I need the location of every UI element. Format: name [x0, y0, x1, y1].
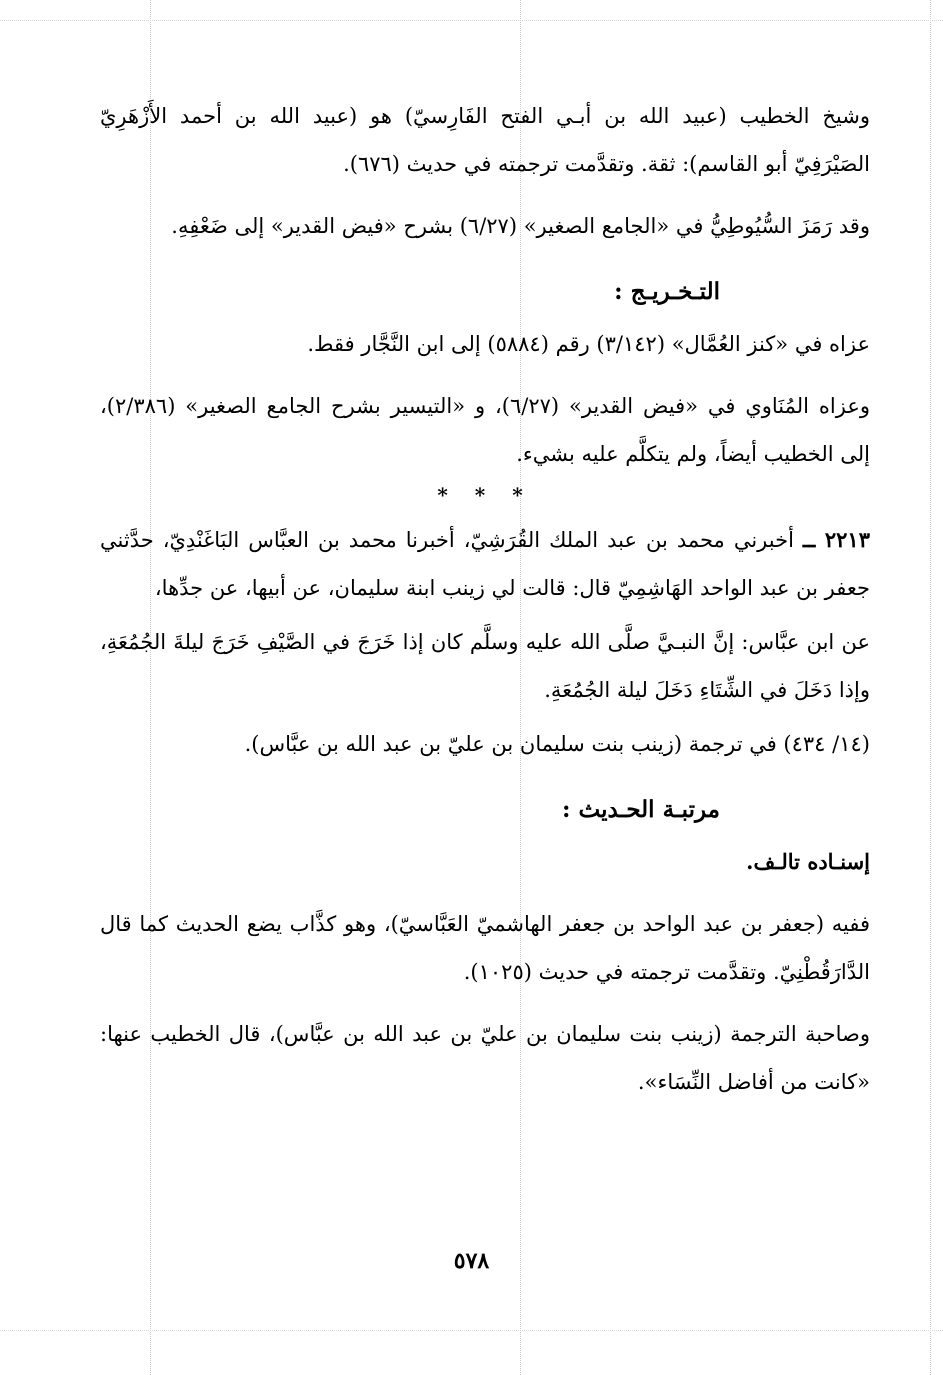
martaba-verdict: إسنـاده تالـف. — [746, 849, 870, 874]
martaba-paragraph-jafar: ففيه (جعفر بن عبد الواحد بن جعفر الهاشميّ العَبَّاسيّ)، وهو كذَّاب يضع الحديث كما قال الدَّارَقُطْنِيّ. وتقدَّمت ترجمته في حديث (١٠٢٥). — [100, 912, 870, 984]
takhrij-paragraph-kanz: عزاه في «كنز العُمَّال» (٣/١٤٢) رقم (٥٨٨٤) إلى ابن النَّجَّار فقط. — [307, 332, 870, 356]
page-number: ٥٧٨ — [453, 1248, 490, 1274]
scan-guide-line — [0, 20, 943, 21]
page-body — [100, 92, 870, 1120]
paragraph-suyuti: وقد رَمَزَ السُّيُوطِيُّ في «الجامع الصغير» (٦/٢٧) بشرح «فيض القدير» إلى ضَعْفِهِ. — [171, 214, 870, 238]
hadith-matn: عن ابن عبَّاس: إنَّ النبـيَّ صلَّى الله عليه وسلَّم كان إذا خَرَجَ في الصَّيْفِ خَرَجَ ليلةَ الجُمُعَةِ، وإذا دَخَلَ في الشِّتَاءِ دَخَلَ ليلة الجُمُعَةِ. — [100, 630, 870, 702]
hadith-isnad — [100, 516, 870, 612]
takhrij-paragraph-munawi: وعزاه المُنَاوي في «فيض القدير» (٦/٢٧)، و «التيسير بشرح الجامع الصغير» (٢/٣٨٦)، إلى الخطيب أيضاً، ولم يتكلَّم عليه بشيء. — [100, 394, 870, 466]
paragraph-sheikh: وشيخ الخطيب (عبيد الله بن أبـي الفتح الفَارِسيّ) هو (عبيد الله بن أحمد الأَزْهَرِيّ الصَيْرَفِيّ أبو القاسم): ثقة. وتقدَّمت ترجمته في حديث (٦٧٦). — [100, 104, 870, 176]
hadith-number: ٢٢١٣ ــ — [802, 527, 870, 552]
martaba-heading: مرتبـة الحـديث : — [562, 796, 720, 823]
scan-guide-line — [930, 0, 931, 1375]
takhrij-heading: التـخـريـج : — [614, 278, 720, 305]
martaba-paragraph-zaynab: وصاحبة الترجمة (زينب بنت سليمان بن عليّ بن عبد الله بن عبَّاس)، قال الخطيب عنها: «كانت من أفاضل النِّسَاء». — [100, 1022, 870, 1094]
hadith-reference: (١٤/ ٤٣٤) في ترجمة (زينب بنت سليمان بن عليّ بن عبد الله بن عبَّاس). — [244, 732, 870, 756]
hadith-isnad-text: أخبرني محمد بن عبد الملك القُرَشِيّ، أخبرنا محمد بن العبَّاس البَاغَنْدِيّ، حدَّثني جعفر بن عبد الواحد الهَاشِمِيّ قال: قالت لي زينب ابنة سليمان، عن أبيها، عن جدِّها، — [100, 528, 870, 600]
scan-guide-line — [0, 1330, 943, 1331]
section-separator: * * * — [437, 483, 533, 507]
